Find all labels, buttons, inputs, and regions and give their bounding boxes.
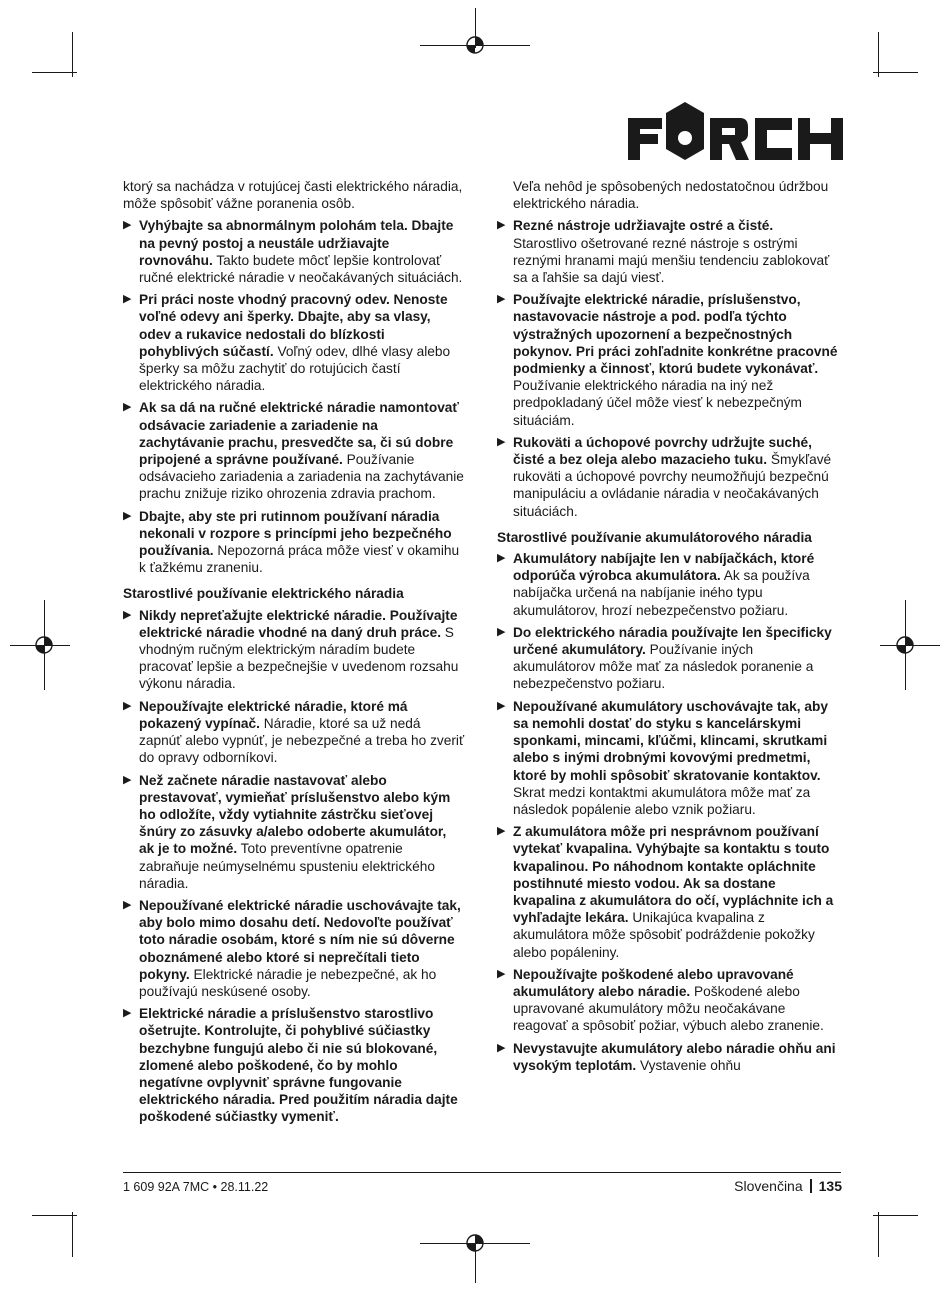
list-item: ▶ Nikdy nepreťažujte elektrické náradie. Používajte elektrické náradie vhodné na daný druh práce. S vhodným ručným elektrickým náradím budete pracovať lepšie a bezpečnejšie v uvedenom rozsahu výkonu náradia. [123, 607, 459, 692]
bullet-list [123, 607, 465, 1126]
list-item: ▶ Dbajte, aby ste pri rutinnom používaní náradia nekonali v rozpore s princípmi jeho bezpečného používania. Nepozorná práca môže viesť v okamihu k ťažkému zraneniu. [123, 508, 460, 576]
triangle-bullet-icon: ▶ [123, 219, 132, 232]
triangle-bullet-icon: ▶ [123, 699, 132, 712]
triangle-bullet-icon: ▶ [497, 967, 506, 980]
list-item: ▶ Elektrické náradie a príslušenstvo starostlivo ošetrujte. Kontrolujte, či pohyblivé súčiastky bezchybne fungujú alebo či nie sú blokované, zlomené alebo poškodené, čo by mohlo negatívne ovplyvniť správne fungovanie elektrického náradia. Pred použitím náradia dajte poškodené súčiastky vymeniť. [123, 1006, 458, 1125]
footer-divider [123, 1172, 841, 1173]
bullet-list [497, 217, 839, 519]
crop-mark [873, 1215, 918, 1216]
triangle-bullet-icon: ▶ [497, 1041, 506, 1054]
list-item: ▶ Nevystavujte akumulátory alebo náradie ohňu ani vysokým teplotám. Vystavenie ohňu [497, 1040, 836, 1073]
crop-mark [878, 32, 879, 77]
left-column [123, 178, 465, 1131]
triangle-bullet-icon: ▶ [497, 825, 506, 838]
document-code: 1 609 92A 7MC • 28.11.22 [123, 1180, 269, 1194]
list-item: ▶ Používajte elektrické náradie, príslušenstvo, nastavovacie nástroje a pod. podľa týchto výstražných upozornení a bezpečnostných pokynov. Pri práci zohľadnite konkrétne pracovné podmienky a činnosť, ktorú budete vykonávať. Používanie elektrického náradia na iný než predpokladaný účel môže viesť k nebezpečným situáciám. [497, 292, 838, 428]
list-item: ▶ Do elektrického náradia používajte len špecificky určené akumulátory. Používanie iných akumulátorov môže mať za následok poranenie a nebezpečenstvo požiaru. [497, 624, 832, 692]
triangle-bullet-icon: ▶ [497, 293, 506, 306]
triangle-bullet-icon: ▶ [497, 435, 506, 448]
section-heading: Starostlivé používanie elektrického náradia [123, 586, 404, 602]
triangle-bullet-icon: ▶ [123, 608, 132, 621]
triangle-bullet-icon: ▶ [123, 401, 132, 414]
crop-mark [873, 72, 918, 73]
continued-paragraph: Veľa nehôd je spôsobených nedostatočnou údržbou elektrického náradia. [513, 179, 829, 212]
triangle-bullet-icon: ▶ [123, 293, 132, 306]
bullet-list [123, 217, 465, 576]
triangle-bullet-icon: ▶ [497, 552, 506, 565]
continued-paragraph: ktorý sa nachádza v rotujúcej časti elektrického náradia, môže spôsobiť vážne poranenia osôb. [123, 179, 463, 212]
list-item: ▶ Vyhýbajte sa abnormálnym polohám tela. Dbajte na pevný postoj a neustále udržiavajte rovnováhu. Takto budete môcť lepšie kontrolovať ručné elektrické náradie v neočakávaných situáciách. [123, 218, 463, 286]
registration-target-icon [464, 34, 486, 56]
list-item: ▶ Nepoužívajte poškodené alebo upravované akumulátory alebo náradie. Poškodené alebo upravované akumulátory môžu neočakávane reagovať a spôsobiť požiar, výbuch alebo zranenie. [497, 966, 824, 1034]
footer-separator [810, 1179, 812, 1193]
section-heading: Starostlivé používanie akumulátorového náradia [497, 529, 812, 545]
list-item: ▶ Nepoužívané elektrické náradie uschovávajte tak, aby bolo mimo dosahu detí. Nedovoľte používať toto náradie osobám, ktoré s ním nie sú dôverne oboznámené alebo ktoré si neprečítali tieto pokyny. Elektrické náradie je nebezpečné, ak ho používajú neskúsené osoby. [123, 897, 461, 999]
crop-mark [72, 32, 73, 77]
list-item: ▶ Rukoväti a úchopové povrchy udržujte suché, čisté a bez oleja alebo mazacieho tuku. Šmykľavé rukoväti a úchopové povrchy neumožňujú bezpečnú manipuláciu a ovládanie náradia v neočakávaných situáciách. [497, 434, 832, 519]
list-item: ▶ Než začnete náradie nastavovať alebo prestavovať, vymieňať príslušenstvo alebo kým ho odložíte, vždy vytiahnite zástrčku sieťovej šnúry zo zásuvky a/alebo odoberte akumulátor, ak je to možné. Toto preventívne opatrenie zabraňuje neúmyselnému spusteniu elektrického náradia. [123, 772, 451, 891]
triangle-bullet-icon: ▶ [123, 509, 132, 522]
list-item: ▶ Nepoužívajte elektrické náradie, ktoré má pokazený vypínač. Náradie, ktoré sa už nedá zapnúť alebo vypnúť, je nebezpečné a treba ho zveriť do opravy odborníkovi. [123, 698, 465, 766]
page-number: 135 [818, 1178, 842, 1194]
triangle-bullet-icon: ▶ [497, 625, 506, 638]
triangle-bullet-icon: ▶ [123, 773, 132, 786]
forch-logo [628, 100, 843, 162]
crop-mark [32, 1215, 77, 1216]
list-item: ▶ Nepoužívané akumulátory uschovávajte tak, aby sa nemohli dostať do styku s kancelárskymi sponkami, mincami, kľúčmi, klincami, skrutkami alebo s inými drobnými kovovými predmetmi, ktoré by mohli spôsobiť skratovanie kontaktov. Skrat medzi kontaktmi akumulátora môže mať za následok popálenie alebo vznik požiaru. [497, 698, 828, 817]
triangle-bullet-icon: ▶ [123, 898, 132, 911]
triangle-bullet-icon: ▶ [497, 699, 506, 712]
bullet-list [497, 550, 839, 1074]
list-item: ▶ Akumulátory nabíjajte len v nabíjačkách, ktoré odporúča výrobca akumulátora. Ak sa používa nabíjačka určená na nabíjanie iného typu akumulátorov, hrozí nebezpečenstvo požiaru. [497, 551, 815, 618]
triangle-bullet-icon: ▶ [123, 1007, 132, 1020]
list-item: ▶ Pri práci noste vhodný pracovný odev. Nenoste voľné odevy ani šperky. Dbajte, aby sa vlasy, odev a rukavice nedostali do blízkosti pohyblivých súčastí. Voľný odev, dlhé vlasy alebo šperky sa môžu zachytiť do rotujúcich častí elektrického náradia. [123, 292, 451, 394]
triangle-bullet-icon: ▶ [497, 219, 506, 232]
crop-mark [878, 1212, 879, 1257]
list-item: ▶ Ak sa dá na ručné elektrické náradie namontovať odsávacie zariadenie a zariadenie na zachytávanie prachu, presvedčte sa, či sú dobre pripojené a správne používané. Používanie odsávacieho zariadenia a zariadenia na zachytávanie prachu znižuje riziko ohrozenia zdravia prachom. [123, 400, 464, 502]
registration-target-icon [33, 634, 55, 656]
right-column [497, 178, 839, 1079]
language-label: Slovenčina [734, 1178, 803, 1194]
crop-mark [32, 72, 77, 73]
crop-mark [72, 1212, 73, 1257]
page-footer-right [734, 1178, 842, 1194]
list-item: ▶ Z akumulátora môže pri nesprávnom používaní vytekať kvapalina. Vyhýbajte sa kontaktu s touto kvapalinou. Po náhodnom kontakte opláchnite postihnuté miesto vodou. Ak sa dostane kvapalina z akumulátora do očí, vypláchnite ich a vyhľadajte lekára. Unikajúca kvapalina z akumulátora môže spôsobiť podráždenie pokožky alebo popáleniny. [497, 824, 834, 960]
registration-target-icon [464, 1232, 486, 1254]
registration-target-icon [894, 634, 916, 656]
list-item: ▶ Rezné nástroje udržiavajte ostré a čisté. Starostlivo ošetrované rezné nástroje s ostrými reznými hranami majú menšiu tendenciu zablokovať sa a ľahšie sa dajú viesť. [497, 218, 830, 286]
